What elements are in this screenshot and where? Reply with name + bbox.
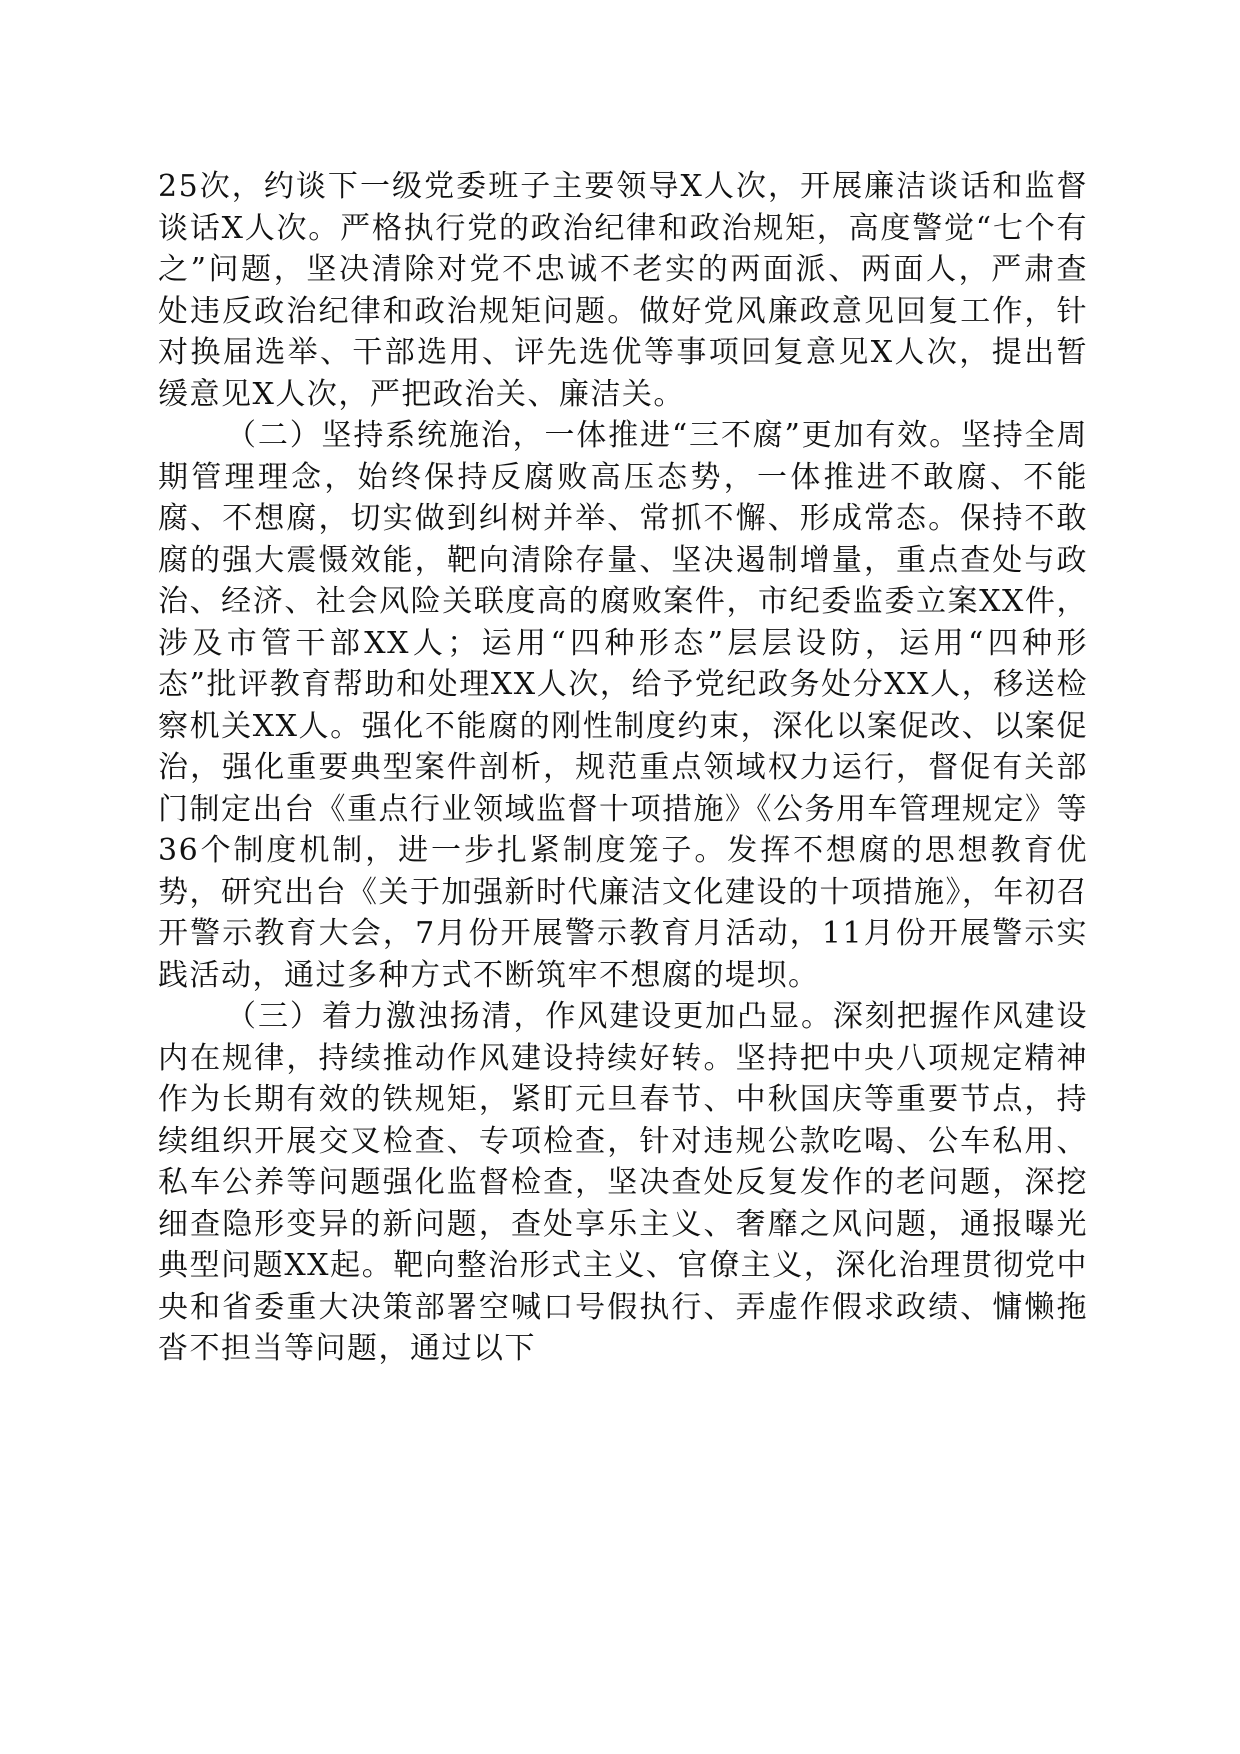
paragraph-section-two: （二）坚持系统施治，一体推进“三不腐”更加有效。坚持全周期管理理念，始终保持反腐败高压态势，一体推进不敢腐、不能腐、不想腐，切实做到纠树并举、常抓不懈、形成常态。保持不敢腐的强大震慑效能，靶向清除存量、坚决遏制增量，重点查处与政治、经济、社会风险关联度高的腐败案件，市纪委监委立案XX件，涉及市管干部XX人；运用“四种形态”层层设防，运用“四种形态”批评教育帮助和处理XX人次，给予党纪政务处分XX人，移送检察机关XX人。强化不能腐的刚性制度约束，深化以案促改、以案促治，强化重要典型案件剖析，规范重点领域权力运行，督促有关部门制定出台《重点行业领域监督十项措施》《公务用车管理规定》等36个制度机制，进一步扎紧制度笼子。发挥不想腐的思想教育优势，研究出台《关于加强新时代廉洁文化建设的十项措施》，年初召开警示教育大会，7月份开展警示教育月活动，11月份开展警示实践活动，通过多种方式不断筑牢不想腐的堤坝。: [158, 418, 1088, 993]
paragraph-continuation: 25次，约谈下一级党委班子主要领导X人次，开展廉洁谈话和监督谈话X人次。严格执行党的政治纪律和政治规矩，高度警觉“七个有之”问题，坚决清除对党不忠诚不老实的两面派、两面人，严肃查处违反政治纪律和政治规矩问题。做好党风廉政意见回复工作，针对换届选举、干部选用、评先选优等事项回复意见X人次，提出暂缓意见X人次，严把政治关、廉洁关。: [158, 169, 1088, 412]
body-text: [158, 166, 1088, 1370]
paragraph-section-three: （三）着力激浊扬清，作风建设更加凸显。深刻把握作风建设内在规律，持续推动作风建设持续好转。坚持把中央八项规定精神作为长期有效的铁规矩，紧盯元旦春节、中秋国庆等重要节点，持续组织开展交叉检查、专项检查，针对违规公款吃喝、公车私用、私车公养等问题强化监督检查，坚决查处反复发作的老问题，深挖细查隐形变异的新问题，查处享乐主义、奢靡之风问题，通报曝光典型问题XX起。靶向整治形式主义、官僚主义，深化治理贯彻党中央和省委重大决策部署空喊口号假执行、弄虚作假求政绩、慵懒拖沓不担当等问题，通过以下: [158, 999, 1088, 1366]
